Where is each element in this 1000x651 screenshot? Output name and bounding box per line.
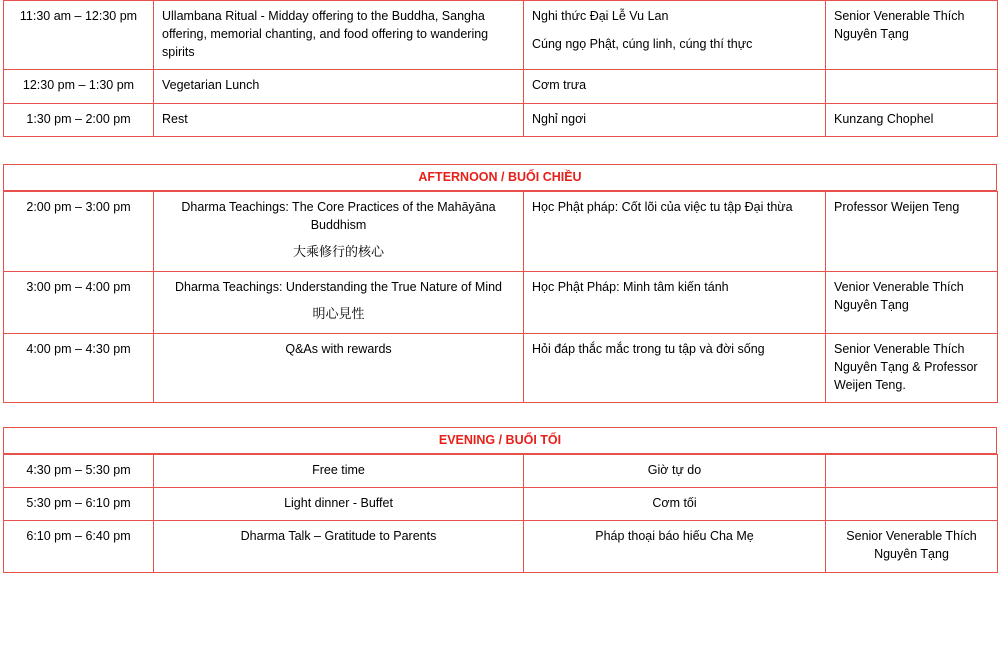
cell-time: 4:00 pm – 4:30 pm — [4, 333, 154, 402]
cell-vietnamese-line1: Nghi thức Đại Lễ Vu Lan — [532, 9, 669, 23]
cell-presenter: Kunzang Chophel — [826, 103, 998, 136]
cell-vietnamese: Học Phật Pháp: Minh tâm kiến tánh — [524, 271, 826, 333]
cell-time: 3:00 pm – 4:00 pm — [4, 271, 154, 333]
cell-time: 6:10 pm – 6:40 pm — [4, 521, 154, 572]
cell-vietnamese: Cơm tối — [524, 488, 826, 521]
table-row — [4, 333, 998, 402]
cell-english-text: Dharma Teachings: Understanding the True Nature of Mind — [174, 279, 503, 294]
cell-english: Rest — [154, 103, 524, 136]
cell-time: 1:30 pm – 2:00 pm — [4, 103, 154, 136]
cell-vietnamese — [524, 1, 826, 70]
table-row — [4, 521, 998, 572]
schedule-table-afternoon — [3, 191, 998, 403]
cell-presenter: Senior Venerable Thích Nguyên Tạng — [826, 521, 998, 572]
table-row — [4, 103, 998, 136]
cell-presenter: Professor Weijen Teng — [826, 191, 998, 271]
cell-vietnamese: Nghỉ ngơi — [524, 103, 826, 136]
cell-vietnamese-line2: Cúng ngọ Phật, cúng linh, cúng thí thực — [532, 37, 753, 52]
cell-presenter: Senior Venerable Thích Nguyên Tạng — [826, 1, 998, 70]
cell-english: Dharma Talk – Gratitude to Parents — [154, 521, 524, 572]
cell-presenter — [826, 488, 998, 521]
section-spacer — [0, 137, 1000, 164]
schedule-table-midday — [3, 0, 998, 137]
cell-presenter: Senior Venerable Thích Nguyên Tạng & Professor Weijen Teng. — [826, 333, 998, 402]
table-row — [4, 1, 998, 70]
cell-time: 11:30 am – 12:30 pm — [4, 1, 154, 70]
cell-time: 12:30 pm – 1:30 pm — [4, 70, 154, 103]
table-row — [4, 455, 998, 488]
cell-english: Light dinner - Buffet — [154, 488, 524, 521]
table-row — [4, 191, 998, 271]
cell-english: Free time — [154, 455, 524, 488]
cell-vietnamese: Giờ tự do — [524, 455, 826, 488]
cell-english: Q&As with rewards — [154, 333, 524, 402]
cell-vietnamese: Pháp thoại báo hiếu Cha Mẹ — [524, 521, 826, 572]
cell-english-chinese: 明心見性 — [312, 306, 365, 322]
cell-time: 4:30 pm – 5:30 pm — [4, 455, 154, 488]
schedule-table-evening — [3, 454, 998, 573]
cell-english — [154, 191, 524, 271]
section-header-afternoon: AFTERNOON / BUỔI CHIỀU — [3, 164, 997, 191]
cell-presenter: Venior Venerable Thích Nguyên Tạng — [826, 271, 998, 333]
cell-english-text: Dharma Teachings: The Core Practices of the Mahāyāna Buddhism — [181, 199, 496, 232]
cell-english: Vegetarian Lunch — [154, 70, 524, 103]
cell-english: Ullambana Ritual - Midday offering to the Buddha, Sangha offering, memorial chanting, and food offering to wandering spirits — [154, 1, 524, 70]
section-spacer — [0, 403, 1000, 427]
section-header-evening: EVENING / BUỔI TỐI — [3, 427, 997, 454]
cell-english-chinese: 大乘修行的核心 — [292, 244, 384, 260]
cell-english — [154, 271, 524, 333]
cell-presenter — [826, 70, 998, 103]
table-row — [4, 70, 998, 103]
table-row — [4, 488, 998, 521]
cell-vietnamese: Cơm trưa — [524, 70, 826, 103]
cell-vietnamese: Học Phật pháp: Cốt lõi của việc tu tập Đại thừa — [524, 191, 826, 271]
cell-time: 2:00 pm – 3:00 pm — [4, 191, 154, 271]
cell-vietnamese: Hỏi đáp thắc mắc trong tu tập và đời sống — [524, 333, 826, 402]
table-row — [4, 271, 998, 333]
cell-time: 5:30 pm – 6:10 pm — [4, 488, 154, 521]
cell-presenter — [826, 455, 998, 488]
